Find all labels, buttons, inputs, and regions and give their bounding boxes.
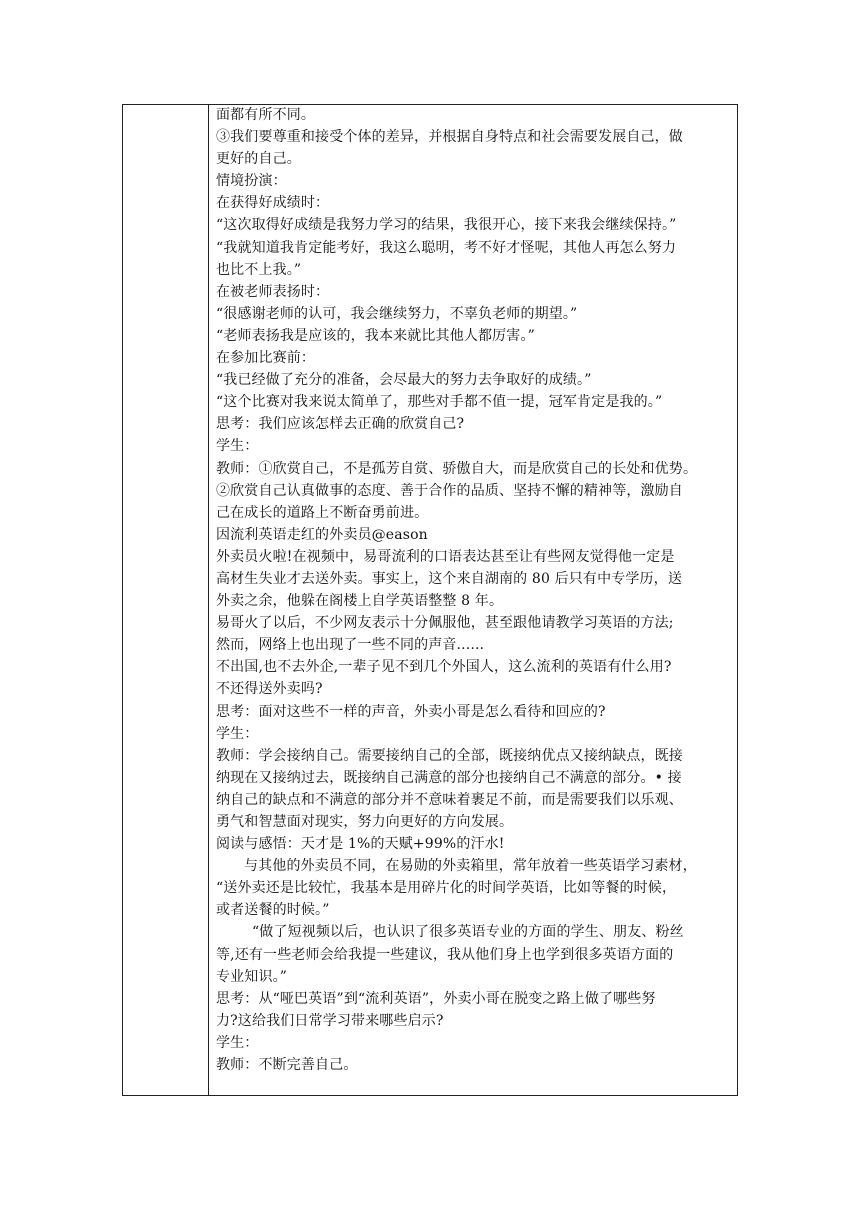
text-line: 纳自己的缺点和不满意的部分并不意味着裹足不前，而是需要我们以乐观、 [216, 791, 683, 808]
text-line: 更好的自己。 [216, 151, 301, 168]
quote-line: “老师表扬我是应该的，我本来就比其他人都厉害。” [216, 327, 535, 344]
text-line: 然而，网络上也出现了一些不同的声音...... [216, 637, 485, 654]
case-title: 因流利英语走红的外卖员@eason [216, 526, 428, 543]
text-line: 纳现在又接纳过去，既接纳自己满意的部分也接纳自己不满意的部分。• 接 [216, 769, 682, 786]
question-line: 力?这给我们日常学习带来哪些启示? [216, 1012, 444, 1029]
question-line: 思考：面对这些不一样的声音，外卖小哥是怎么看待和回应的? [216, 703, 606, 720]
quote-line: “我就知道我肯定能考好，我这么聪明，考不好才怪呢，其他人再怎么努力 [216, 239, 677, 256]
quote-line: 等,还有一些老师会给我提一些建议，我从他们身上也学到很多英语方面的 [216, 946, 674, 963]
student-label: 学生： [216, 438, 259, 455]
text-line: ③我们要尊重和接受个体的差异，并根据自身特点和社会需要发展自己，做 [216, 129, 683, 146]
quote-line: “送外卖还是比较忙，我基本是用碎片化的时间学英语，比如等餐的时候， [216, 880, 677, 897]
question-line: 思考：我们应该怎样去正确的欣赏自己? [216, 416, 465, 433]
quote-line: “很感谢老师的认可，我会继续努力，不辜负老师的期望。” [216, 305, 578, 322]
text-line: 易哥火了以后，不少网友表示十分佩服他，甚至跟他请教学习英语的方法; [216, 615, 674, 632]
text-line: 己在成长的道路上不断奋勇前进。 [216, 504, 429, 521]
section-heading: 情境扮演： [216, 173, 287, 190]
text-line: 与其他的外卖员不同，在易勋的外卖箱里，常年放着一些英语学习素材， [244, 858, 697, 875]
text-line: 在被老师表扬时： [216, 283, 330, 300]
quote-line: “这次取得好成绩是我努力学习的结果，我很开心，接下来我会继续保持。” [216, 217, 677, 234]
quote-line: 也比不上我。” [216, 261, 302, 278]
quote-line: “做了短视频以后，也认识了很多英语专业的方面的学生、朋友、粉丝 [252, 924, 684, 941]
quote-line: 或者送餐的时候。” [216, 902, 330, 919]
lesson-content-cell [216, 104, 734, 1094]
text-line: 不还得送外卖吗? [216, 681, 323, 698]
teacher-line: 教师：①欣赏自己，不是孤芳自赏、骄傲自大，而是欣赏自己的长处和优势。 [216, 460, 698, 477]
text-line: ②欣赏自己认真做事的态度、善于合作的品质、坚持不懈的精神等，激励自 [216, 482, 683, 499]
text-line: 勇气和智慧面对现实，努力向更好的方向发展。 [216, 814, 514, 830]
student-label: 学生： [216, 725, 259, 742]
text-line: 外卖员火啦!在视频中，易哥流利的口语表达甚至让有些网友觉得他一定是 [216, 548, 675, 565]
text-line: 高材生失业才去送外卖。事实上，这个来自湖南的 80 后只有中专学历，送 [216, 570, 682, 587]
quote-line: “这个比赛对我来说太简单了，那些对手都不值一提，冠军肯定是我的。” [216, 394, 663, 411]
reading-heading: 阅读与感悟：天才是 1%的天赋+99%的汗水! [216, 836, 505, 853]
quote-line: 专业知识。” [216, 968, 288, 985]
student-label: 学生： [216, 1034, 259, 1051]
table-column-divider [208, 104, 209, 1096]
text-line: 面都有所不同。 [216, 107, 316, 123]
teacher-line: 教师：学会接纳自己。需要接纳自己的全部，既接纳优点又接纳缺点，既接 [216, 747, 683, 764]
question-line: 思考：从“哑巴英语”到“流利英语”，外卖小哥在脱变之路上做了哪些努 [216, 990, 656, 1007]
quote-line: “我已经做了充分的准备，会尽最大的努力去争取好的成绩。” [216, 372, 592, 389]
text-line: 在获得好成绩时： [216, 195, 330, 212]
text-line: 外卖之余，他躲在阁楼上自学英语整整 8 年。 [216, 593, 504, 610]
teacher-line: 教师：不断完善自己。 [216, 1057, 358, 1074]
text-line: 在参加比赛前： [216, 350, 316, 367]
text-line: 不出国,也不去外企,一辈子见不到几个外国人，这么流利的英语有什么用? [216, 659, 672, 676]
